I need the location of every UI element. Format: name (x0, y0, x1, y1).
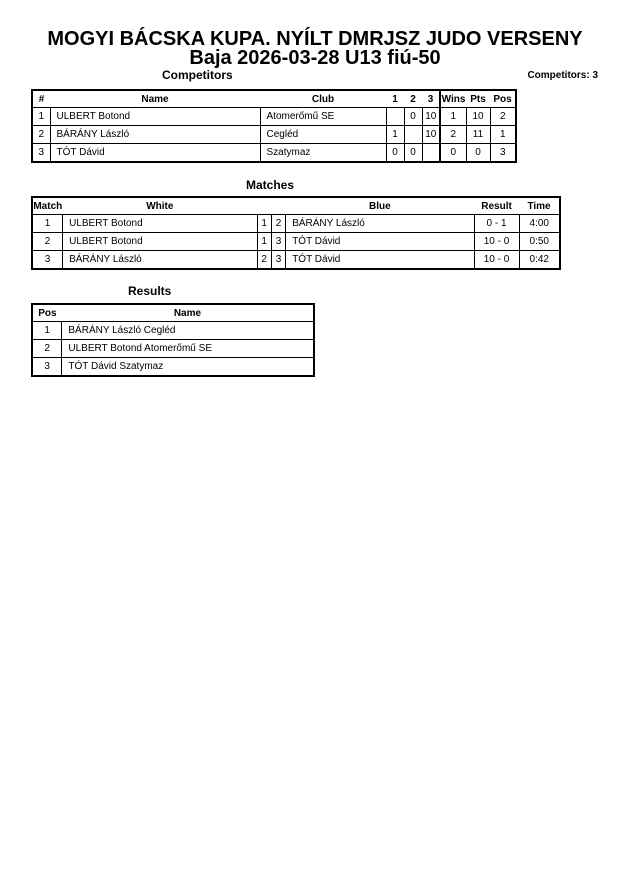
cell: ULBERT Botond (63, 215, 257, 233)
cell: 1 (490, 126, 516, 144)
cell: TÓT Dávid (50, 144, 260, 163)
competitors-count: Competitors: 3 (527, 70, 598, 81)
table-row (32, 108, 516, 126)
col-wins: Wins (441, 93, 466, 105)
cell: 2 (440, 126, 466, 144)
cell: 3 (32, 144, 50, 163)
cell: ULBERT Botond (50, 108, 260, 126)
matches-table (31, 196, 561, 270)
col-name: Name (141, 93, 169, 105)
cell: 0 (386, 144, 404, 163)
table-row (32, 340, 314, 358)
cell: 10 (422, 126, 440, 144)
cell: 4:00 (519, 215, 560, 233)
cell: 0 (440, 144, 466, 163)
cell: 0:42 (519, 251, 560, 270)
table-row (32, 358, 314, 377)
cell: 2 (32, 233, 63, 251)
cell: 1 (257, 215, 271, 233)
cell: 2 (271, 215, 285, 233)
table-row (32, 144, 516, 163)
cell: 3 (32, 251, 63, 270)
competitors-table (31, 89, 517, 163)
matches-header-row (32, 197, 560, 215)
cell: 2 (257, 251, 271, 270)
cell: ULBERT Botond (63, 233, 257, 251)
cell: Szatymaz (260, 144, 386, 163)
cell: 2 (32, 340, 62, 358)
cell (386, 108, 404, 126)
cell: 1 (386, 126, 404, 144)
table-row (32, 233, 560, 251)
cell: 11 (466, 126, 490, 144)
competitors-heading: Competitors (162, 68, 233, 82)
col-m1: 1 (392, 93, 398, 105)
cell: 1 (32, 108, 50, 126)
table-row (32, 251, 560, 270)
col-white: White (146, 200, 174, 212)
cell: 0 (404, 108, 422, 126)
cell: Cegléd (260, 126, 386, 144)
col-num: # (38, 93, 45, 105)
results-heading: Results (128, 284, 172, 298)
cell: 10 - 0 (474, 233, 519, 251)
matches-heading: Matches (246, 178, 295, 192)
category-title: Baja 2026-03-28 U13 fiú-50 (189, 47, 441, 69)
cell: 3 (490, 144, 516, 163)
cell: BÁRÁNY László Cegléd (62, 322, 314, 340)
col-name: Name (173, 307, 202, 319)
col-pos: Pos (493, 93, 512, 105)
col-club: Club (311, 93, 335, 105)
col-m3: 3 (422, 90, 440, 108)
col-blue: Blue (369, 200, 391, 212)
cell: 2 (490, 108, 516, 126)
cell: 1 (257, 233, 271, 251)
col-pts: Pts (470, 93, 486, 105)
table-row (32, 126, 516, 144)
cell: BÁRÁNY László (63, 251, 257, 270)
col-pos: Pos (38, 307, 57, 319)
cell: 3 (32, 358, 62, 377)
results-table (31, 303, 315, 377)
cell: 1 (440, 108, 466, 126)
cell: Atomerőmű SE (260, 108, 386, 126)
cell: 3 (271, 251, 285, 270)
cell: TÓT Dávid (286, 251, 474, 270)
cell: TÓT Dávid Szatymaz (62, 358, 314, 377)
cell: 0 (466, 144, 490, 163)
table-row (32, 215, 560, 233)
results-header-row (32, 304, 314, 322)
cell: 0 (404, 144, 422, 163)
cell: 2 (32, 126, 50, 144)
cell: 1 (32, 322, 62, 340)
cell: BÁRÁNY László (286, 215, 474, 233)
cell: BÁRÁNY László (50, 126, 260, 144)
col-time: Time (527, 200, 551, 212)
event-title: MOGYI BÁCSKA KUPA. NYÍLT DMRJSZ JUDO VERSENY (47, 28, 583, 50)
cell: 10 - 0 (474, 251, 519, 270)
competitors-header-row (32, 90, 516, 108)
col-result: Result (481, 200, 512, 212)
cell: 10 (422, 108, 440, 126)
cell: ULBERT Botond Atomerőmű SE (62, 340, 314, 358)
cell: 10 (466, 108, 490, 126)
col-match: Match (33, 200, 63, 212)
cell: TÓT Dávid (286, 233, 474, 251)
col-m2: 2 (410, 93, 416, 105)
table-row (32, 322, 314, 340)
cell: 3 (271, 233, 285, 251)
cell (422, 144, 440, 163)
cell: 1 (32, 215, 63, 233)
cell: 0:50 (519, 233, 560, 251)
cell: 0 - 1 (474, 215, 519, 233)
cell (404, 126, 422, 144)
